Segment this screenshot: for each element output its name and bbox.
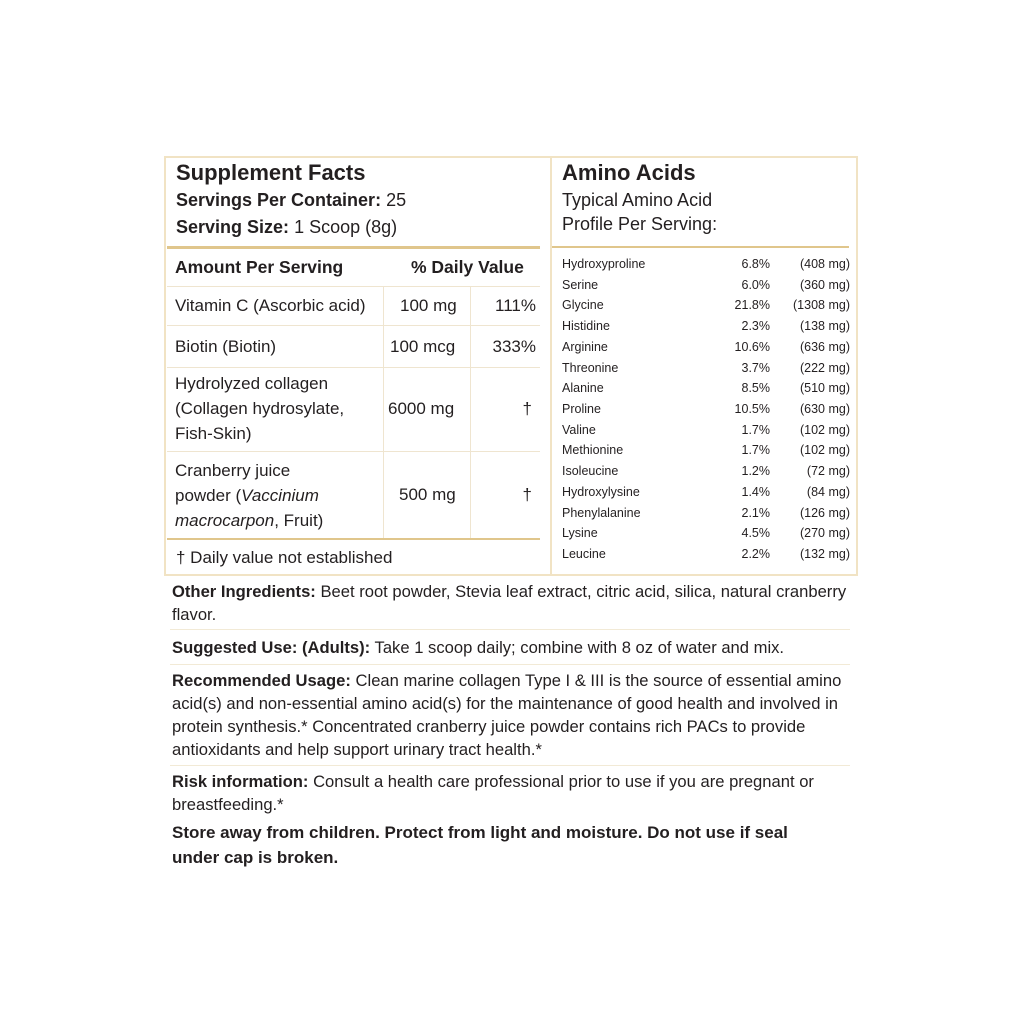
amino-acid-mg: (630 mg) bbox=[799, 402, 850, 416]
amino-acid-percent: 1.7% bbox=[741, 443, 770, 457]
amino-acid-row bbox=[562, 402, 850, 422]
ingredient-daily-value: 111% bbox=[495, 296, 536, 315]
amino-acid-mg: (636 mg) bbox=[799, 340, 850, 354]
amino-acid-percent: 4.5% bbox=[741, 526, 770, 540]
amino-acid-name: Lysine bbox=[562, 526, 598, 540]
amino-acid-mg: (72 mg) bbox=[806, 464, 850, 478]
amino-acid-name: Hydroxylysine bbox=[562, 485, 640, 499]
ingredient-amount: 100 mg bbox=[400, 296, 457, 315]
suggested-use-text: Take 1 scoop daily; combine with 8 oz of water and mix. bbox=[374, 638, 785, 657]
amino-acid-mg: (102 mg) bbox=[799, 443, 850, 457]
suggested-use bbox=[172, 636, 852, 659]
amino-acid-percent: 6.8% bbox=[741, 257, 770, 271]
amino-acid-name: Phenylalanine bbox=[562, 506, 641, 520]
amino-acid-name: Serine bbox=[562, 278, 599, 292]
amino-acid-percent: 3.7% bbox=[741, 361, 770, 375]
amino-acid-percent: 8.5% bbox=[741, 381, 770, 395]
column-divider bbox=[383, 286, 384, 538]
row-divider bbox=[167, 325, 540, 326]
amino-acid-row bbox=[562, 443, 850, 463]
amino-acid-row bbox=[562, 547, 850, 567]
amino-acid-row bbox=[562, 526, 850, 546]
amino-acid-row bbox=[562, 257, 850, 277]
ingredient-daily-value: † bbox=[522, 399, 532, 418]
amino-acids-title: Amino Acids bbox=[562, 160, 696, 185]
amino-acid-row bbox=[562, 361, 850, 381]
row-divider bbox=[167, 286, 540, 287]
amino-acid-mg: (408 mg) bbox=[799, 257, 850, 271]
amino-acid-percent: 21.8% bbox=[734, 298, 770, 312]
ingredient-name-line: Hydrolyzed collagen bbox=[175, 374, 329, 393]
section-divider bbox=[170, 664, 850, 665]
serving-size-label: Serving Size: bbox=[176, 217, 290, 237]
other-ingredients bbox=[172, 580, 852, 626]
servings-per-container bbox=[176, 190, 406, 211]
amino-acid-mg: (132 mg) bbox=[799, 547, 850, 561]
amino-acid-mg: (84 mg) bbox=[806, 485, 850, 499]
botanical-name: Vaccinium bbox=[241, 486, 319, 505]
amino-acid-name: Histidine bbox=[562, 319, 610, 333]
section-divider bbox=[170, 629, 850, 630]
botanical-name: macrocarpon bbox=[175, 511, 275, 530]
recommended-usage-label: Recommended Usage: bbox=[172, 671, 351, 690]
ingredient-daily-value: † bbox=[522, 485, 532, 504]
ingredient-name: Vitamin C (Ascorbic acid) bbox=[175, 296, 366, 315]
amino-acid-percent: 1.4% bbox=[741, 485, 770, 499]
ingredient-daily-value: 333% bbox=[492, 337, 536, 356]
amino-acid-row bbox=[562, 319, 850, 339]
amino-acid-row bbox=[562, 485, 850, 505]
ingredient-name bbox=[175, 458, 323, 533]
amino-acid-row bbox=[562, 278, 850, 298]
ingredient-name-line: (Collagen hydrosylate, bbox=[175, 399, 345, 418]
amino-acid-name: Alanine bbox=[562, 381, 604, 395]
ingredient-name bbox=[175, 371, 344, 446]
amino-acid-name: Threonine bbox=[562, 361, 619, 375]
suggested-use-label: Suggested Use: (Adults): bbox=[172, 638, 371, 657]
ingredient-amount: 6000 mg bbox=[388, 399, 455, 418]
amino-acid-mg: (222 mg) bbox=[799, 361, 850, 375]
amino-acid-row bbox=[562, 381, 850, 401]
serving-size-value: 1 Scoop (8g) bbox=[294, 217, 398, 237]
amino-acid-row bbox=[562, 464, 850, 484]
column-divider bbox=[470, 286, 471, 538]
amino-acid-name: Valine bbox=[562, 423, 596, 437]
amino-acid-row bbox=[562, 423, 850, 443]
amino-acid-mg: (1308 mg) bbox=[793, 298, 850, 312]
amino-acid-mg: (270 mg) bbox=[799, 526, 850, 540]
serving-size bbox=[176, 217, 397, 238]
ingredient-name: Biotin (Biotin) bbox=[175, 337, 277, 356]
daily-value-header: % Daily Value bbox=[411, 257, 524, 277]
amino-acid-name: Leucine bbox=[562, 547, 606, 561]
ingredient-name-line: Fish-Skin) bbox=[175, 424, 252, 443]
amino-acid-name: Hydroxyproline bbox=[562, 257, 646, 271]
amino-acid-name: Arginine bbox=[562, 340, 608, 354]
amount-per-serving-header: Amount Per Serving bbox=[175, 257, 344, 277]
other-ingredients-text: Beet root powder, Stevia leaf extract, citric acid, silica, natural cranberry flavor. bbox=[172, 582, 847, 624]
column-divider bbox=[550, 156, 552, 576]
row-divider bbox=[167, 451, 540, 452]
amino-acid-mg: (138 mg) bbox=[799, 319, 850, 333]
facts-header-rule bbox=[167, 246, 540, 249]
risk-information bbox=[172, 770, 852, 816]
amino-acid-percent: 10.5% bbox=[734, 402, 770, 416]
amino-acid-name: Glycine bbox=[562, 298, 604, 312]
daily-value-footnote: † Daily value not established bbox=[176, 548, 393, 567]
storage-warning: Store away from children. Protect from light and moisture. Do not use if seal under cap is broken. bbox=[172, 823, 788, 867]
amino-acid-percent: 6.0% bbox=[741, 278, 770, 292]
ingredient-name-line bbox=[175, 483, 323, 508]
amino-acid-percent: 10.6% bbox=[734, 340, 770, 354]
ingredient-amount: 100 mcg bbox=[390, 337, 456, 356]
servings-value: 25 bbox=[386, 190, 407, 210]
amino-acid-percent: 2.3% bbox=[741, 319, 770, 333]
amino-acid-name: Proline bbox=[562, 402, 601, 416]
amino-acid-mg: (126 mg) bbox=[799, 506, 850, 520]
section-divider bbox=[170, 765, 850, 766]
amino-header-rule bbox=[552, 246, 849, 248]
risk-information-label: Risk information: bbox=[172, 772, 309, 791]
amino-acid-mg: (102 mg) bbox=[799, 423, 850, 437]
risk-information-text: Consult a health care professional prior to use if you are pregnant or breastfeeding.* bbox=[172, 772, 814, 814]
ingredient-name-line bbox=[175, 508, 323, 533]
row-divider bbox=[167, 367, 540, 368]
amino-acids-subtitle: Profile Per Serving: bbox=[562, 214, 718, 234]
facts-bottom-rule bbox=[167, 538, 540, 540]
recommended-usage-text: Clean marine collagen Type I & III is the source of essential amino acid(s) and non-essential amino acid(s) for the maintenance of good health and involved in protein synthesis.* Concentrated cranberry juice powder contains rich PACs to provide antioxidants and help support urinary tract health.* bbox=[172, 671, 842, 759]
supplement-facts-title: Supplement Facts bbox=[176, 160, 366, 185]
amino-acid-row bbox=[562, 506, 850, 526]
recommended-usage bbox=[172, 669, 852, 761]
amino-acid-name: Methionine bbox=[562, 443, 624, 457]
servings-label: Servings Per Container: bbox=[176, 190, 382, 210]
other-ingredients-label: Other Ingredients: bbox=[172, 582, 316, 601]
amino-acid-percent: 2.2% bbox=[741, 547, 770, 561]
amino-acid-percent: 1.7% bbox=[741, 423, 770, 437]
ingredient-name-line: Cranberry juice bbox=[175, 461, 291, 480]
ingredient-name-part: , Fruit) bbox=[274, 511, 324, 530]
amino-acid-row bbox=[562, 298, 850, 318]
amino-acids-subtitle: Typical Amino Acid bbox=[562, 190, 713, 210]
amino-acid-row bbox=[562, 340, 850, 360]
ingredient-name-part: powder ( bbox=[175, 486, 242, 505]
amino-acid-mg: (360 mg) bbox=[799, 278, 850, 292]
amino-acid-percent: 1.2% bbox=[741, 464, 770, 478]
amino-acid-name: Isoleucine bbox=[562, 464, 619, 478]
amino-acid-mg: (510 mg) bbox=[799, 381, 850, 395]
amino-acid-percent: 2.1% bbox=[741, 506, 770, 520]
ingredient-amount: 500 mg bbox=[399, 485, 456, 504]
